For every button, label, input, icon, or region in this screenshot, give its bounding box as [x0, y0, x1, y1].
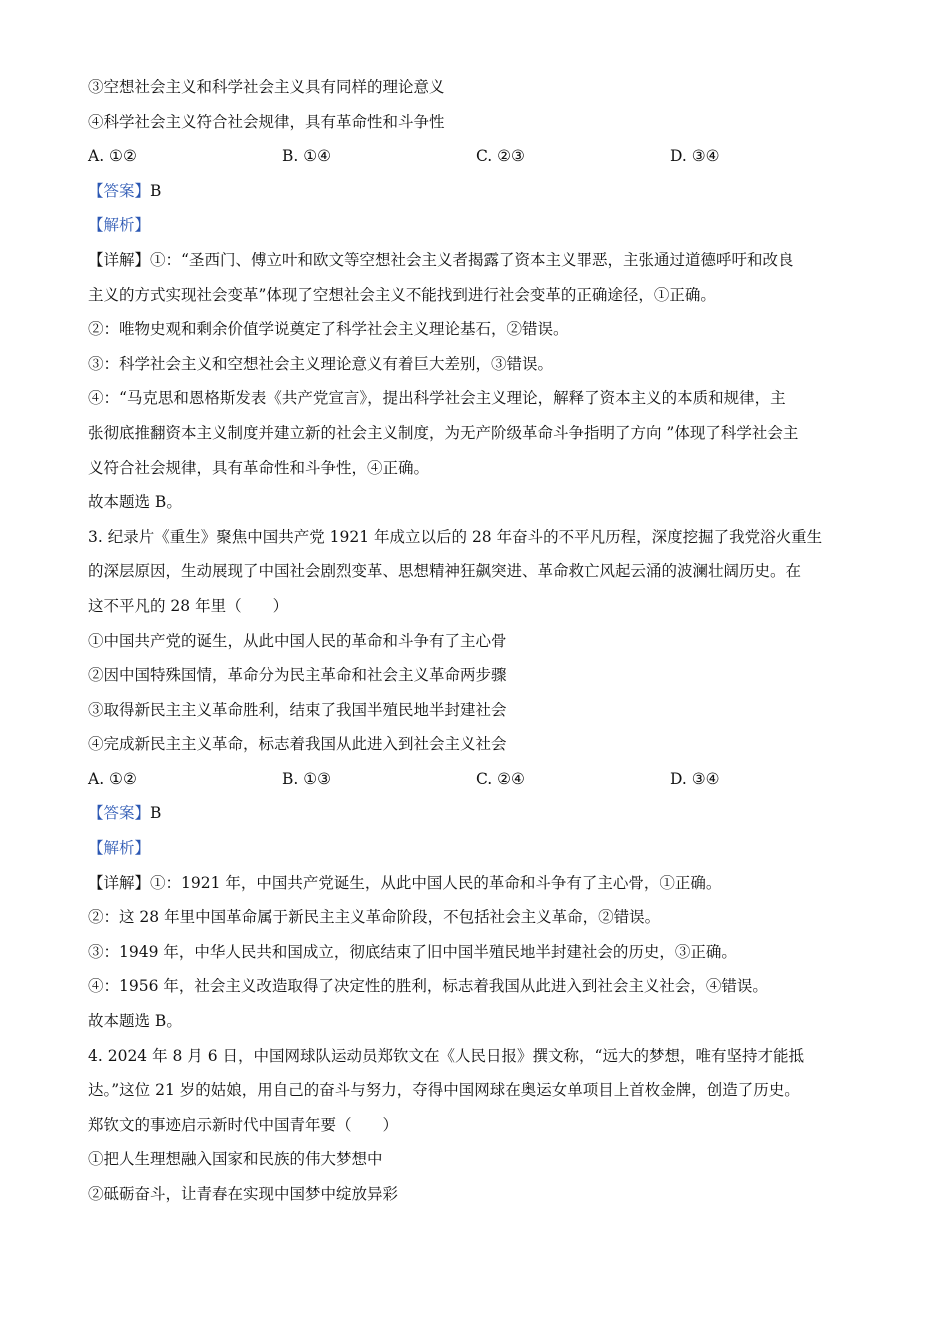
q3-stem-line: 3. 纪录片《重生》聚焦中国共产党 1921 年成立以后的 28 年奋斗的不平凡历程，深度挖掘了我党浴火重生	[88, 527, 823, 546]
q3-detail-line	[88, 866, 868, 901]
q3-statement-1: ①中国共产党的诞生，从此中国人民的革命和斗争有了主心骨	[88, 631, 507, 650]
q4-stem-line: 达。”这位 21 岁的姑娘，用自己的奋斗与努力，夺得中国网球在奥运女单项目上首枚金牌，创造了历史。	[88, 1081, 800, 1100]
q3-statement-4: ④完成新民主主义革命，标志着我国从此进入到社会主义社会	[88, 735, 507, 754]
q3-detail-tag: 【详解】	[88, 873, 151, 892]
q3-conclusion: 故本题选 B。	[88, 1012, 182, 1031]
q2-statement-3: ③空想社会主义和科学社会主义具有同样的理论意义	[88, 78, 445, 96]
q2-analysis-tag: 【解析】	[88, 216, 151, 235]
q3-answer-tag: 【答案】	[88, 804, 151, 823]
q2-detail-line: 义符合社会规律，具有革命性和斗争性，④正确。	[88, 458, 430, 477]
q4-statement-1: ①把人生理想融入国家和民族的伟大梦想中	[88, 1150, 383, 1169]
q3-detail-line: ④：1956 年，社会主义改造取得了决定性的胜利，标志着我国从此进入到社会主义社会，④错误。	[88, 977, 768, 996]
q2-detail-tag: 【详解】	[88, 250, 151, 269]
q3-answer-value: B	[150, 804, 162, 823]
q4-stem-line: 郑钦文的事迹启示新时代中国青年要（ ）	[88, 1115, 399, 1134]
q3-stem-line: 的深层原因，生动展现了中国社会剧烈变革、思想精神狂飙突进、革命救亡风起云涌的波澜壮阔历史。在	[88, 562, 802, 581]
q2-detail-line: 张彻底推翻资本主义制度并建立新的社会主义制度，为无产阶级革命斗争指明了方向 ”体现了科学社会主	[88, 423, 799, 442]
q3-answer	[88, 796, 868, 831]
q4-statement-2: ②砥砺奋斗，让青春在实现中国梦中绽放异彩	[88, 1185, 399, 1203]
q3-option-d: D. ③④	[670, 769, 720, 788]
q3-detail-line: ③：1949 年，中华人民共和国成立，彻底结束了旧中国半殖民地半封建社会的历史，③正确。	[88, 942, 737, 961]
q2-detail-line: ④：“马克思和恩格斯发表《共产党宣言》，提出科学社会主义理论，解释了资本主义的本质和规律，主	[88, 389, 786, 408]
q2-option-b: B. ①④	[282, 147, 332, 166]
q2-options	[88, 139, 868, 174]
q3-option-a: A. ①②	[88, 769, 137, 788]
q2-option-c: C. ②③	[476, 147, 525, 166]
q2-detail-text: ①：“圣西门、傅立叶和欧文等空想社会主义者揭露了资本主义罪恶，主张通过道德呼吁和改良	[150, 250, 794, 269]
q3-analysis-tag: 【解析】	[88, 839, 151, 858]
q3-statement-3: ③取得新民主主义革命胜利，结束了我国半殖民地半封建社会	[88, 700, 507, 719]
q2-answer-value: B	[150, 181, 162, 200]
q3-options	[88, 762, 868, 797]
q3-statement-2: ②因中国特殊国情，革命分为民主革命和社会主义革命两步骤	[88, 666, 507, 685]
q2-option-d: D. ③④	[670, 147, 720, 166]
q2-conclusion: 故本题选 B。	[88, 493, 182, 512]
q2-option-a: A. ①②	[88, 147, 137, 166]
q2-answer-tag: 【答案】	[88, 181, 151, 200]
q2-answer	[88, 174, 868, 209]
q2-detail-line: ②：唯物史观和剩余价值学说奠定了科学社会主义理论基石，②错误。	[88, 320, 569, 339]
q2-detail-line: 主义的方式实现社会变革”体现了空想社会主义不能找到进行社会变革的正确途径，①正确。	[88, 285, 716, 304]
q3-stem-line: 这不平凡的 28 年里（ ）	[88, 596, 289, 615]
q2-detail-line: ③：科学社会主义和空想社会主义理论意义有着巨大差别，③错误。	[88, 354, 554, 373]
q3-detail-text: ①：1921 年，中国共产党诞生，从此中国人民的革命和斗争有了主心骨，①正确。	[150, 873, 722, 892]
q2-statement-4: ④科学社会主义符合社会规律，具有革命性和斗争性	[88, 112, 445, 131]
q4-stem-line: 4. 2024 年 8 月 6 日，中国网球队运动员郑钦文在《人民日报》撰文称，“远大的梦想，唯有坚持才能抵	[88, 1046, 804, 1065]
q3-option-c: C. ②④	[476, 769, 525, 788]
q2-detail-line	[88, 243, 868, 278]
document-page	[88, 70, 868, 1212]
q3-detail-line: ②：这 28 年里中国革命属于新民主主义革命阶段，不包括社会主义革命，②错误。	[88, 908, 661, 927]
q3-option-b: B. ①③	[282, 769, 332, 788]
